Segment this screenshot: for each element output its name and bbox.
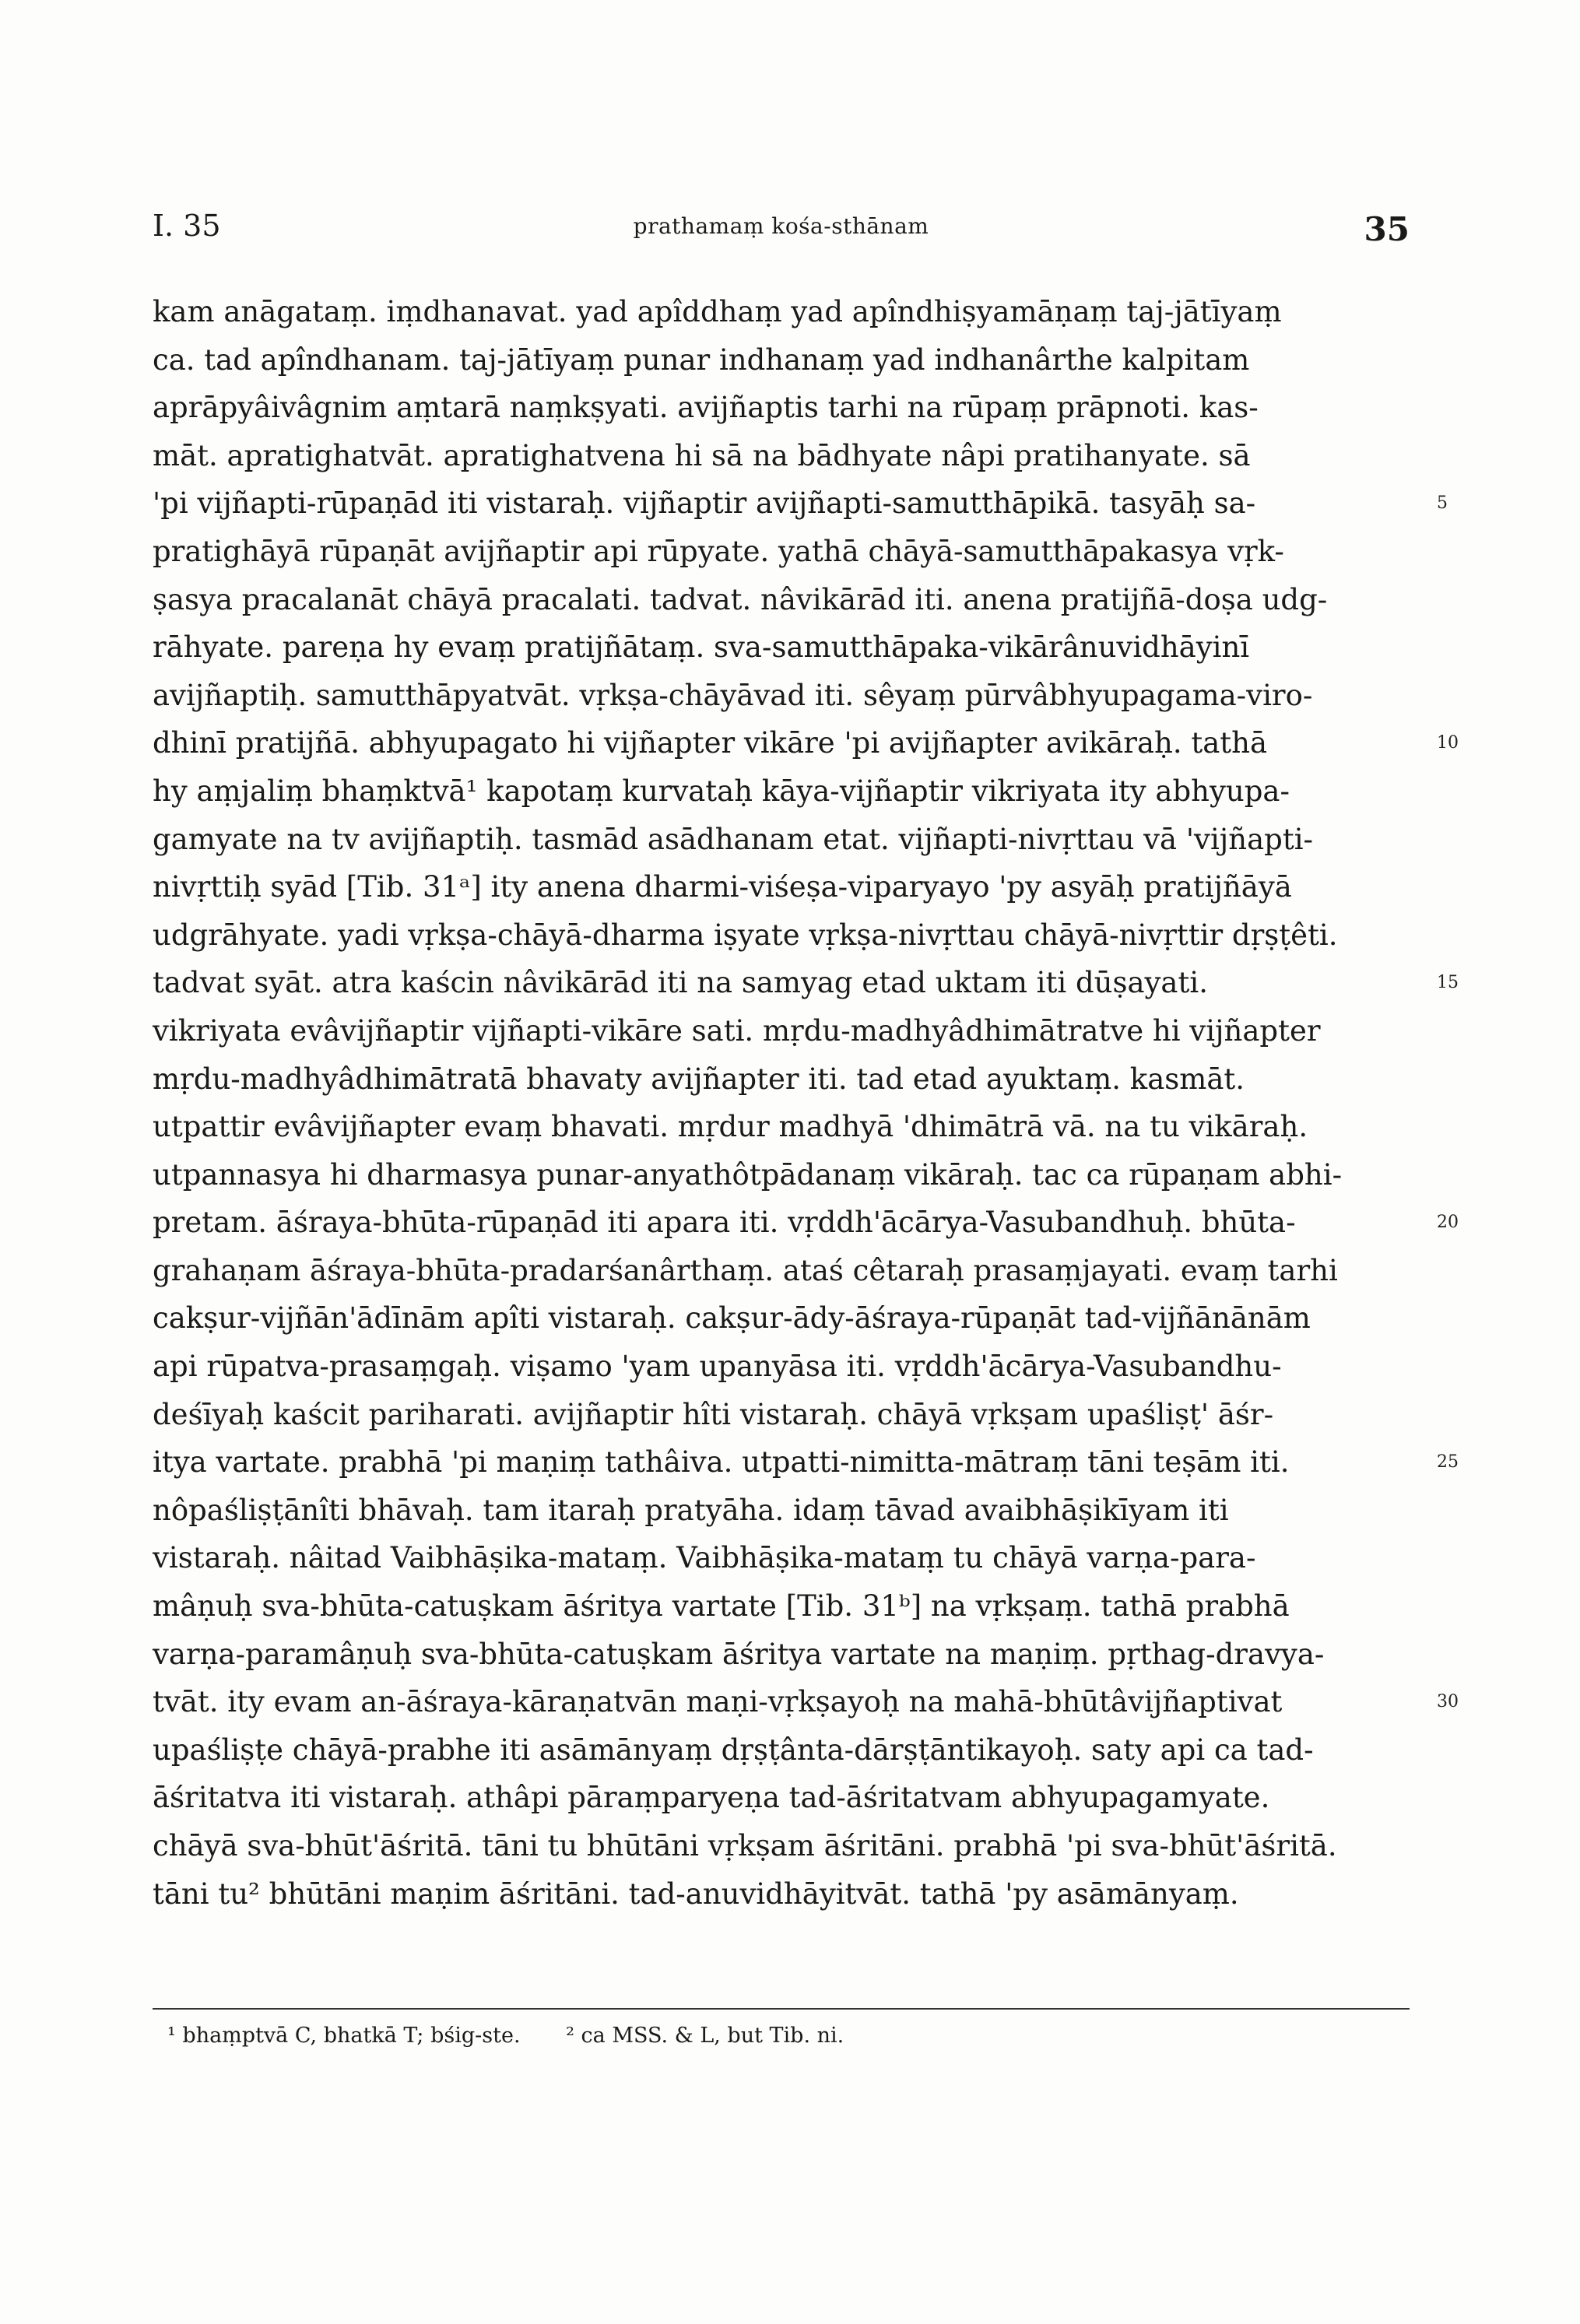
line-text: pratighāyā rūpaṇāt avijñaptir api rūpyate. yathā chāyā-samutthāpakasya vṛk- [153,534,1284,568]
footnote-2: ² ca MSS. & L, but Tib. ni. [566,2024,844,2048]
text-line [153,288,1410,336]
line-text: vistaraḥ. nâitad Vaibhāṣika-mataṃ. Vaibhāṣika-mataṃ tu chāyā varṇa-para- [153,1541,1256,1575]
line-text: tvāt. ity evam an-āśraya-kāraṇatvān maṇi-vṛkṣayoḥ na mahā-bhūtâvijñaptivat [153,1685,1283,1719]
text-line [153,1678,1459,1726]
line-number: 15 [1437,973,1459,993]
line-text: upaśliṣṭe chāyā-prabhe iti asāmānyaṃ dṛṣṭânta-dārṣṭāntikayoḥ. saty api ca tad- [153,1732,1314,1767]
line-text: tāni tu² bhūtāni maṇim āśritāni. tad-anuvidhāyitvāt. tathā 'py asāmānyaṃ. [153,1876,1239,1911]
line-text: tadvat syāt. atra kaścin nâvikārād iti na samyag etad uktam iti dūṣayati. [153,966,1208,1000]
text-line [153,816,1410,864]
line-text: hy aṃjaliṃ bhaṃktvā¹ kapotaṃ kurvataḥ kāya-vijñaptir vikriyata ity abhyupa- [153,774,1290,808]
line-text: cakṣur-vijñān'ādīnām apîti vistaraḥ. cakṣur-ādy-āśraya-rūpaṇāt tad-vijñānānām [153,1301,1311,1336]
line-number: 25 [1437,1452,1459,1473]
line-text: rāhyate. pareṇa hy evaṃ pratijñātaṃ. sva-samutthāpaka-vikārânuvidhāyinī [153,630,1250,665]
text-line [153,528,1410,576]
text-line [153,767,1410,816]
text-line [153,1438,1459,1487]
text-line [153,1582,1410,1631]
line-text: 'pi vijñapti-rūpaṇād iti vistaraḥ. vijñaptir avijñapti-samutthāpikā. tasyāḥ sa- [153,486,1256,521]
line-number: 5 [1437,493,1448,514]
text-line [153,1726,1410,1775]
running-title: prathamaṃ kośa-sthānam [633,213,929,239]
text-line [153,1774,1410,1822]
line-text: chāyā sva-bhūt'āśritā. tāni tu bhūtāni vṛkṣam āśritāni. prabhā 'pi sva-bhūt'āśritā. [153,1829,1337,1862]
text-line [153,1007,1410,1055]
line-text: utpannasya hi dharmasya punar-anyathôtpādanaṃ vikāraḥ. tac ca rūpaṇam abhi- [153,1157,1343,1192]
line-text: vikriyata evâvijñaptir vijñapti-vikāre sati. mṛdu-madhyâdhimātratve hi vijñapter [153,1013,1321,1048]
page-number: 35 [1364,210,1410,248]
footnote-divider [153,2008,1410,2010]
line-text: utpattir evâvijñapter evaṃ bhavati. mṛdur madhyā 'dhimātrā vā. na tu vikāraḥ. [153,1110,1308,1144]
text-line [153,384,1410,432]
line-text: avijñaptiḥ. samutthāpyatvāt. vṛkṣa-chāyāvad iti. sêyaṃ pūrvâbhyupagama-viro- [153,678,1313,712]
text-line [153,1151,1410,1199]
text-line [153,911,1410,960]
line-text: grahaṇam āśraya-bhūta-pradarśanârthaṃ. ataś cêtaraḥ prasaṃjayati. evaṃ tarhi [153,1253,1338,1287]
line-text: gamyate na tv avijñaptiḥ. tasmād asādhanam etat. vijñapti-nivṛttau vā 'vijñapti- [153,822,1314,856]
line-text: nivṛttiḥ syād [Tib. 31ᵃ] ity anena dharmi-viśeṣa-viparyayo 'py asyāḥ pratijñāyā [153,870,1292,904]
text-line [153,1534,1410,1582]
footnotes [167,2024,883,2048]
text-line [153,1343,1410,1391]
footnote-1: ¹ bhaṃptvā C, bhatkā T; bśig-ste. [167,2024,521,2048]
line-text: itya vartate. prabhā 'pi maṇiṃ tathâiva. utpatti-nimitta-mātraṃ tāni teṣām iti. [153,1445,1290,1480]
line-text: mṛdu-madhyâdhimātratā bhavaty avijñapter iti. tad etad ayuktaṃ. kasmāt. [153,1062,1245,1096]
text-line [153,1631,1410,1679]
text-line [153,672,1410,720]
line-text: ṣasya pracalanāt chāyā pracalati. tadvat. nâvikārād iti. anena pratijñā-doṣa udg- [153,582,1328,616]
line-text: api rūpatva-prasaṃgaḥ. viṣamo 'yam upanyāsa iti. vṛddh'ācārya-Vasubandhu- [153,1350,1282,1384]
text-line [153,576,1410,624]
line-text: mâṇuḥ sva-bhūta-catuṣkam āśritya vartate [Tib. 31ᵇ] na vṛkṣaṃ. tathā prabhā [153,1589,1290,1624]
line-text: dhinī pratijñā. abhyupagato hi vijñapter vikāre 'pi avijñapter avikāraḥ. tathā [153,726,1268,760]
line-text: varṇa-paramâṇuḥ sva-bhūta-catuṣkam āśritya vartate na maṇiṃ. pṛthag-dravya- [153,1637,1325,1671]
text-line [153,1822,1410,1870]
text-line [153,1870,1410,1919]
line-number: 30 [1437,1692,1459,1712]
line-text: nôpaśliṣṭānîti bhāvaḥ. tam itaraḥ pratyāha. idaṃ tāvad avaibhāṣikīyam iti [153,1493,1229,1527]
text-line [153,1487,1410,1535]
section-reference: I. 35 [153,209,221,243]
text-line [153,959,1459,1007]
line-number: 10 [1437,733,1459,753]
line-number: 20 [1437,1213,1459,1233]
text-line [153,623,1410,672]
text-line [153,1055,1410,1104]
text-line [153,336,1410,384]
text-line [153,1294,1410,1343]
text-line [153,863,1410,911]
line-text: kam anāgataṃ. iṃdhanavat. yad apîddhaṃ yad apîndhiṣyamāṇaṃ taj-jātīyaṃ [153,295,1282,328]
line-text: āśritatva iti vistaraḥ. athâpi pāraṃparyeṇa tad-āśritatvam abhyupagamyate. [153,1781,1270,1815]
text-line [153,479,1448,528]
text-line [153,719,1459,767]
text-line [153,432,1410,480]
line-text: udgrāhyate. yadi vṛkṣa-chāyā-dharma iṣyate vṛkṣa-nivṛttau chāyā-nivṛttir dṛṣṭêti. [153,918,1338,952]
text-line [153,1391,1410,1439]
body-text [153,288,1459,1918]
line-text: deśīyaḥ kaścit pariharati. avijñaptir hîti vistaraḥ. chāyā vṛkṣam upaśliṣṭ' āśr- [153,1397,1274,1431]
line-text: ca. tad apîndhanam. taj-jātīyaṃ punar indhanaṃ yad indhanârthe kalpitam [153,342,1250,377]
text-line [153,1247,1410,1295]
page-header [153,209,1410,255]
line-text: aprāpyâivâgnim aṃtarā naṃkṣyati. avijñaptis tarhi na rūpaṃ prāpnoti. kas- [153,391,1259,425]
line-text: māt. apratighatvāt. apratighatvena hi sā na bādhyate nâpi pratihanyate. sā [153,438,1251,472]
line-text: pretam. āśraya-bhūta-rūpaṇād iti apara iti. vṛddh'ācārya-Vasubandhuḥ. bhūta- [153,1206,1296,1240]
text-line [153,1103,1410,1151]
text-line [153,1199,1459,1247]
